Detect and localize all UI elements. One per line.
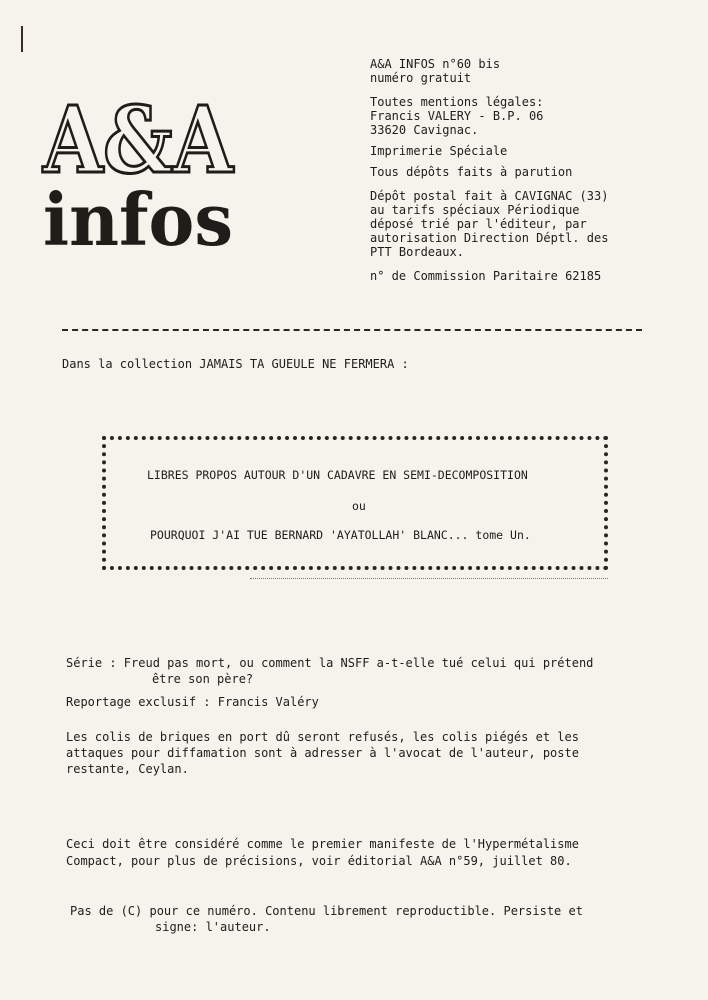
postal-line: autorisation Direction Déptl. des [370, 231, 609, 245]
issue-price-note: numéro gratuit [370, 71, 472, 85]
manifesto-line-1: Ceci doit être considéré comme le premier manifeste de l'Hypermétalisme [66, 837, 579, 851]
copyright-line-1: Pas de (C) pour ce numéro. Contenu librement reproductible. Persiste et [70, 904, 583, 918]
margin-mark [21, 26, 23, 52]
series-line-1: Série : Freud pas mort, ou comment la NSFF a-t-elle tué celui qui prétend [66, 656, 594, 670]
dotted-underline [250, 578, 608, 579]
logo-top-text: A&A [42, 86, 235, 194]
report-credit: Reportage exclusif : Francis Valéry [66, 695, 319, 709]
parcels-line-1: Les colis de briques en port dû seront refusés, les colis piégés et les [66, 730, 579, 744]
issue-number: A&A INFOS n°60 bis [370, 57, 501, 71]
aa-infos-logo [38, 40, 238, 260]
postal-line: Dépôt postal fait à CAVIGNAC (33) [370, 189, 609, 203]
title-connector: ou [352, 499, 366, 513]
postal-line: au tarifs spéciaux Périodique [370, 203, 580, 217]
legal-line: Toutes mentions légales: [370, 95, 544, 109]
logo-bottom-text: infos [43, 177, 233, 262]
manifesto-line-2: Compact, pour plus de précisions, voir éditorial A&A n°59, juillet 80. [66, 854, 572, 868]
collection-line: Dans la collection JAMAIS TA GUEULE NE FERMERA : [62, 357, 409, 371]
masthead-legal-block [370, 57, 670, 283]
parcels-line-2: attaques pour diffamation sont à adresser à l'avocat de l'auteur, poste [66, 746, 579, 760]
legal-line: Francis VALERY - B.P. 06 [370, 109, 544, 123]
parcels-line-3: restante, Ceylan. [66, 762, 189, 776]
postal-line: PTT Bordeaux. [370, 245, 464, 259]
deposit-line: Tous dépôts faits à parution [370, 165, 573, 179]
title-line-2: POURQUOI J'AI TUE BERNARD 'AYATOLLAH' BLANC... tome Un. [150, 528, 531, 542]
title-line-1: LIBRES PROPOS AUTOUR D'UN CADAVRE EN SEMI-DECOMPOSITION [147, 468, 528, 482]
dashed-divider [62, 329, 642, 331]
copyright-line-2: signe: l'auteur. [155, 920, 271, 934]
commission-number: n° de Commission Paritaire 62185 [370, 269, 602, 283]
postal-line: déposé trié par l'éditeur, par [370, 217, 587, 231]
series-line-2: être son père? [152, 672, 254, 686]
legal-line: 33620 Cavignac. [370, 123, 479, 137]
printer-line: Imprimerie Spéciale [370, 144, 508, 158]
title-box [102, 436, 608, 570]
